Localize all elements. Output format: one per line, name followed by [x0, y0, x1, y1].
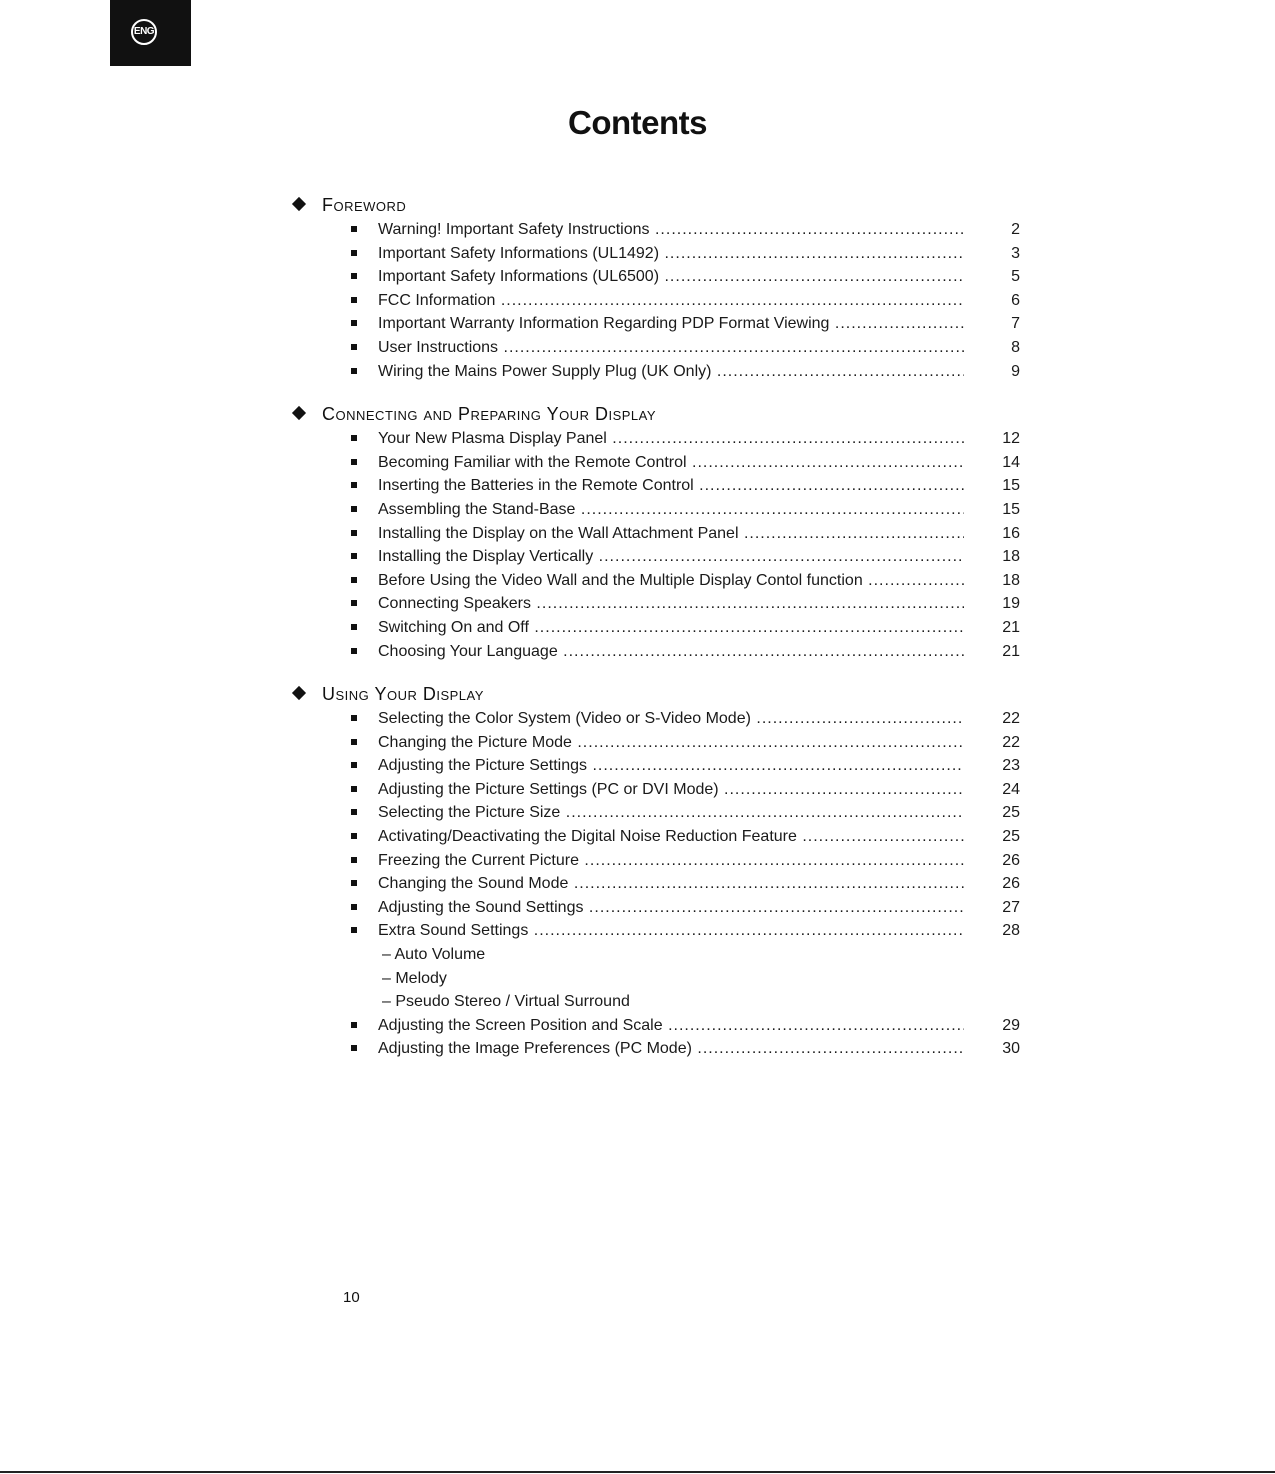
toc-entry — [0, 707, 1275, 731]
entry-label: Freezing the Current Picture ..... — [378, 851, 964, 870]
square-bullet-icon — [351, 297, 357, 303]
subentry-label: – Pseudo Stereo / Virtual Surround — [382, 993, 630, 1011]
toc-entry — [0, 312, 1275, 336]
page-title: Contents — [568, 104, 707, 141]
diamond-bullet-icon — [292, 197, 306, 211]
square-bullet-icon — [351, 648, 357, 654]
bottom-rule — [0, 1471, 1275, 1473]
section-title: Foreword — [322, 195, 407, 215]
entry-page-number: 26 — [1002, 851, 1020, 869]
square-bullet-icon — [351, 577, 357, 583]
entry-label: Connecting Speakers ..... — [378, 594, 964, 613]
square-bullet-icon — [351, 624, 357, 630]
toc-entry — [0, 265, 1275, 289]
subentry-label: – Melody — [382, 969, 447, 987]
square-bullet-icon — [351, 368, 357, 374]
entry-page-number: 9 — [1011, 362, 1020, 380]
table-of-contents — [0, 188, 1275, 1075]
entry-page-number: 18 — [1002, 571, 1020, 589]
toc-entry — [0, 896, 1275, 920]
eng-icon: ENG — [131, 19, 157, 45]
square-bullet-icon — [351, 459, 357, 465]
square-bullet-icon — [351, 786, 357, 792]
toc-entry — [0, 427, 1275, 451]
toc-entry — [0, 801, 1275, 825]
entry-label: Activating/Deactivating the Digital Noise Reduction Feature ..... — [378, 827, 964, 846]
toc-entry — [0, 336, 1275, 360]
toc-entry — [0, 616, 1275, 640]
toc-entry — [0, 778, 1275, 802]
diamond-bullet-icon — [292, 406, 306, 420]
entry-page-number: 21 — [1002, 618, 1020, 636]
toc-entry — [0, 919, 1275, 943]
toc-entry — [0, 498, 1275, 522]
entry-label: Important Safety Informations (UL6500) ..... — [378, 267, 964, 286]
entry-page-number: 22 — [1002, 733, 1020, 751]
entry-label: Selecting the Picture Size ..... — [378, 803, 964, 822]
toc-entry — [0, 825, 1275, 849]
toc-entry — [0, 522, 1275, 546]
entry-label: FCC Information ..... — [378, 291, 964, 310]
square-bullet-icon — [351, 904, 357, 910]
section-title: Connecting and Preparing Your Display — [322, 404, 657, 425]
toc-section — [0, 397, 1275, 663]
entry-page-number: 12 — [1002, 430, 1020, 448]
square-bullet-icon — [351, 1022, 357, 1028]
entry-label: Inserting the Batteries in the Remote Control ..... — [378, 476, 964, 495]
entry-label: Adjusting the Sound Settings ..... — [378, 898, 964, 917]
entry-label: User Instructions ..... — [378, 338, 964, 357]
entry-label: Warning! Important Safety Instructions ..... — [378, 220, 964, 239]
toc-section — [0, 677, 1275, 1061]
section-heading — [0, 677, 1275, 707]
diamond-bullet-icon — [292, 686, 306, 700]
entry-label: Extra Sound Settings ..... — [378, 921, 964, 940]
toc-entry — [0, 849, 1275, 873]
toc-entry — [0, 545, 1275, 569]
entry-page-number: 23 — [1002, 757, 1020, 775]
entry-page-number: 8 — [1011, 338, 1020, 356]
entry-page-number: 27 — [1002, 898, 1020, 916]
entry-page-number: 16 — [1002, 524, 1020, 542]
entry-page-number: 24 — [1002, 780, 1020, 798]
toc-entry — [0, 474, 1275, 498]
section-heading — [0, 397, 1275, 427]
entry-page-number: 30 — [1002, 1040, 1020, 1058]
square-bullet-icon — [351, 1045, 357, 1051]
entry-page-number: 7 — [1011, 315, 1020, 333]
square-bullet-icon — [351, 320, 357, 326]
square-bullet-icon — [351, 762, 357, 768]
entry-page-number: 15 — [1002, 477, 1020, 495]
entry-page-number: 5 — [1011, 268, 1020, 286]
entry-label: Adjusting the Picture Settings ..... — [378, 756, 964, 775]
section-title: Using Your Display — [322, 684, 484, 705]
toc-entry — [0, 360, 1275, 384]
square-bullet-icon — [351, 600, 357, 606]
entry-page-number: 26 — [1002, 875, 1020, 893]
square-bullet-icon — [351, 530, 357, 536]
entry-label: Selecting the Color System (Video or S-Video Mode) ..... — [378, 709, 964, 728]
entry-label: Your New Plasma Display Panel ..... — [378, 429, 964, 448]
square-bullet-icon — [351, 739, 357, 745]
subentry-label: – Auto Volume — [382, 946, 486, 964]
toc-entry — [0, 569, 1275, 593]
entry-label: Changing the Sound Mode ..... — [378, 874, 964, 893]
entry-page-number: 22 — [1002, 710, 1020, 728]
square-bullet-icon — [351, 553, 357, 559]
square-bullet-icon — [351, 250, 357, 256]
entry-page-number: 6 — [1011, 291, 1020, 309]
entry-page-number: 19 — [1002, 595, 1020, 613]
square-bullet-icon — [351, 506, 357, 512]
entry-label: Important Safety Informations (UL1492) ..... — [378, 244, 964, 263]
entry-label: Adjusting the Screen Position and Scale ..... — [378, 1016, 964, 1035]
entry-label: Becoming Familiar with the Remote Control ..... — [378, 453, 964, 472]
entry-label: Switching On and Off ..... — [378, 618, 964, 637]
toc-entry — [0, 872, 1275, 896]
entry-label: Adjusting the Picture Settings (PC or DVI Mode) ..... — [378, 780, 964, 799]
entry-label: Assembling the Stand-Base ..... — [378, 500, 964, 519]
toc-section — [0, 188, 1275, 383]
entry-page-number: 28 — [1002, 922, 1020, 940]
entry-page-number: 18 — [1002, 548, 1020, 566]
entry-page-number: 15 — [1002, 500, 1020, 518]
toc-entry — [0, 451, 1275, 475]
square-bullet-icon — [351, 435, 357, 441]
entry-page-number: 25 — [1002, 828, 1020, 846]
entry-page-number: 25 — [1002, 804, 1020, 822]
square-bullet-icon — [351, 482, 357, 488]
square-bullet-icon — [351, 273, 357, 279]
square-bullet-icon — [351, 857, 357, 863]
toc-entry — [0, 242, 1275, 266]
entry-label: Installing the Display Vertically ..... — [378, 547, 964, 566]
entry-label: Before Using the Video Wall and the Multiple Display Contol function ..... — [378, 571, 964, 590]
square-bullet-icon — [351, 809, 357, 815]
entry-label: Adjusting the Image Preferences (PC Mode) ..... — [378, 1039, 964, 1058]
toc-entry — [0, 289, 1275, 313]
square-bullet-icon — [351, 833, 357, 839]
entry-label: Installing the Display on the Wall Attachment Panel ..... — [378, 524, 964, 543]
entry-page-number: 2 — [1011, 221, 1020, 238]
square-bullet-icon — [351, 226, 357, 232]
toc-entry — [0, 731, 1275, 755]
toc-subentry — [0, 990, 1275, 1014]
entry-label: Changing the Picture Mode ..... — [378, 733, 964, 752]
section-heading — [0, 188, 1275, 218]
entry-label: Wiring the Mains Power Supply Plug (UK Only) ..... — [378, 362, 964, 381]
toc-subentry — [0, 967, 1275, 991]
language-badge — [110, 0, 191, 66]
entry-page-number: 14 — [1002, 453, 1020, 471]
toc-entry — [0, 754, 1275, 778]
toc-entry — [0, 640, 1275, 664]
toc-subentry — [0, 943, 1275, 967]
entry-page-number: 29 — [1002, 1016, 1020, 1034]
square-bullet-icon — [351, 715, 357, 721]
square-bullet-icon — [351, 880, 357, 886]
toc-entry — [0, 218, 1275, 242]
entry-page-number: 3 — [1011, 244, 1020, 262]
toc-entry — [0, 1014, 1275, 1038]
entry-page-number: 21 — [1002, 642, 1020, 660]
square-bullet-icon — [351, 927, 357, 933]
entry-label: Choosing Your Language ..... — [378, 642, 964, 661]
entry-label: Important Warranty Information Regarding PDP Format Viewing ..... — [378, 314, 964, 333]
toc-entry — [0, 592, 1275, 616]
square-bullet-icon — [351, 344, 357, 350]
page-number: 10 — [343, 1289, 360, 1306]
toc-entry — [0, 1037, 1275, 1061]
